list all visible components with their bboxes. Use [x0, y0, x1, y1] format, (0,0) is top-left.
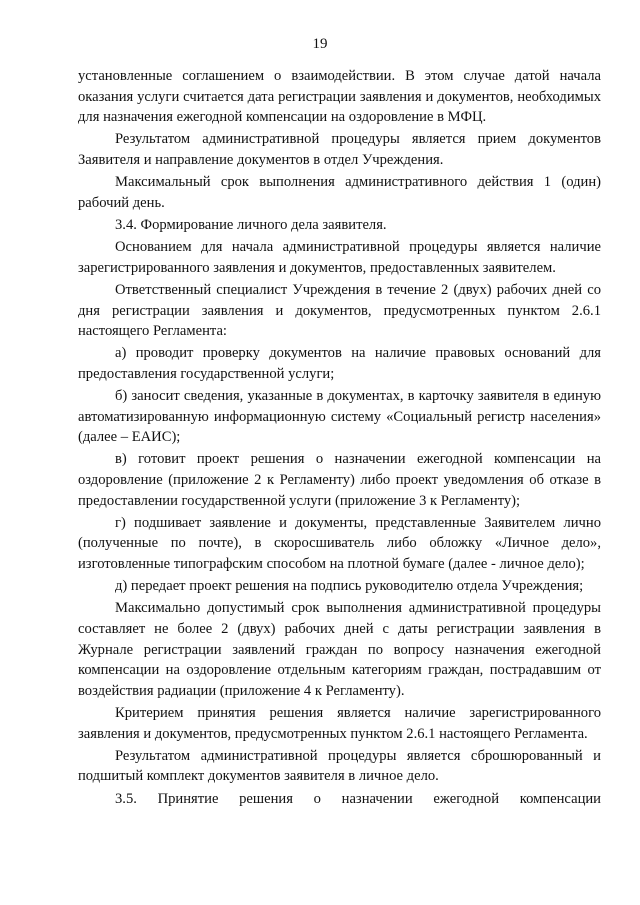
- document-body: [78, 66, 601, 811]
- paragraph-continuation: установленные соглашением о взаимодействии. В этом случае датой начала оказания услуги считается дата регистрации заявления и документов, необходимых для назначения ежегодной компенсации на оздоровление в МФЦ.: [78, 68, 601, 126]
- paragraph-result-reception: Результатом административной процедуры является прием документов Заявителя и направление документов в отдел Учреждения.: [78, 131, 601, 168]
- paragraph-basis: Основанием для начала административной процедуры является наличие зарегистрированного заявления и документов, предоставленных заявителем.: [78, 239, 601, 276]
- section-heading-3-5: 3.5. Принятие решения о назначении ежегодной компенсации: [115, 790, 601, 807]
- paragraph-max-term-procedure: Максимально допустимый срок выполнения административной процедуры составляет не более 2 (двух) рабочих дней с даты регистрации заявления в Журнале регистрации заявлений граждан по вопросу назначения ежегодной компенсации на оздоровление отдельным категориям граждан, пострадавшим от воздействия радиации (приложение 4 к Регламенту).: [78, 600, 601, 699]
- paragraph-max-term-action: Максимальный срок выполнения административного действия 1 (один) рабочий день.: [78, 174, 601, 211]
- section-heading-3-4: 3.4. Формирование личного дела заявителя.: [115, 216, 387, 233]
- paragraph-decision-criterion: Критерием принятия решения является наличие зарегистрированного заявления и документов, предусмотренных пунктом 2.6.1 настоящего Регламента.: [78, 704, 601, 742]
- list-item-g: г) подшивает заявление и документы, представленные Заявителем лично (полученные по почте), в скоросшиватель либо обложку «Личное дело», изготовленные типографским способом на плотной бумаге (далее - личное дело);: [78, 514, 601, 572]
- list-item-d: д) передает проект решения на подпись руководителю отдела Учреждения;: [115, 578, 584, 595]
- list-item-v: в) готовит проект решения о назначении ежегодной компенсации на оздоровление (приложение 2 к Регламенту) либо проект уведомления об отказе в предоставлении государственной услуги (приложение 3 к Регламенту);: [78, 451, 601, 509]
- page-number: 19: [312, 36, 328, 52]
- list-item-b: б) заносит сведения, указанные в документах, в карточку заявителя в единую автоматизированную информационную систему «Социальный регистр населения» (далее – ЕАИС);: [78, 388, 601, 446]
- paragraph-responsible-specialist: Ответственный специалист Учреждения в течение 2 (двух) рабочих дней со дня регистрации заявления и документов, предусмотренных пунктом 2.6.1 настоящего Регламента:: [78, 281, 601, 340]
- paragraph-result-procedure: Результатом административной процедуры является сброшюрованный и подшитый комплект документов заявителя в личное дело.: [78, 747, 601, 785]
- list-item-a: а) проводит проверку документов на наличие правовых оснований для предоставления государственной услуги;: [78, 345, 601, 382]
